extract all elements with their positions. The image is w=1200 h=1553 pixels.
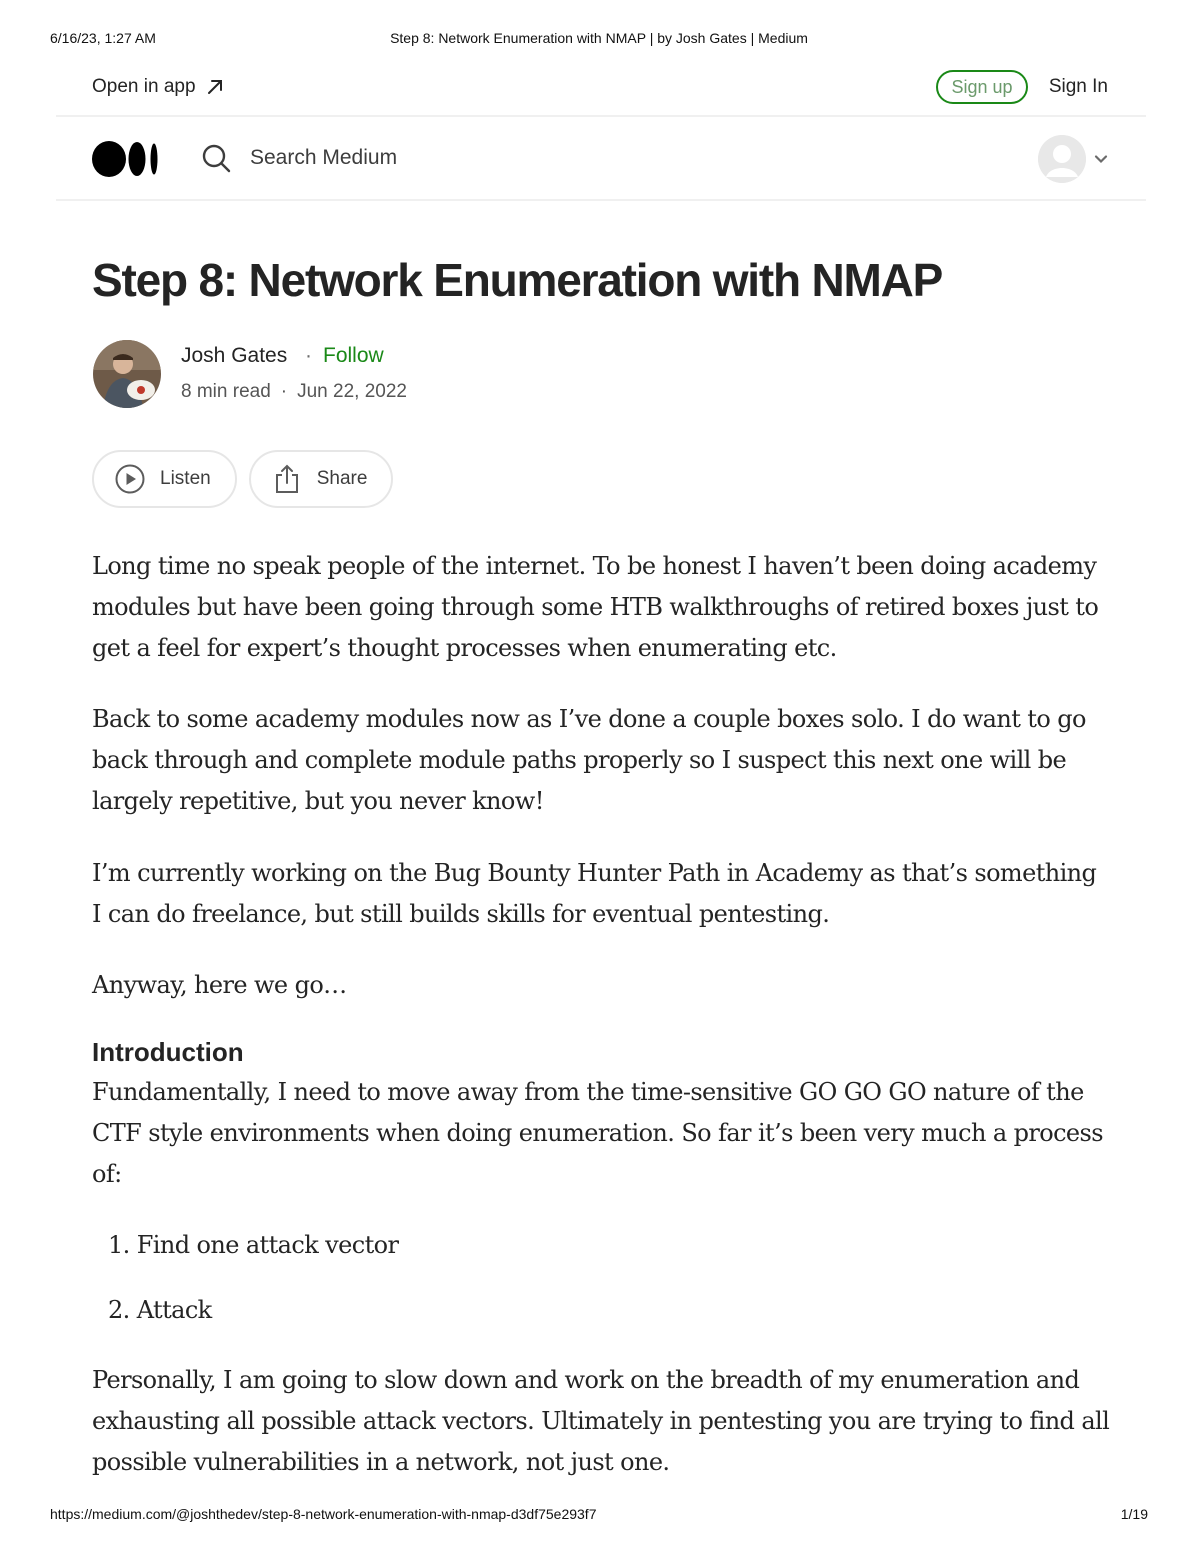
top-bar (92, 68, 1108, 106)
print-datetime: 6/16/23, 1:27 AM (50, 30, 156, 46)
paragraph: Anyway, here we go… (92, 971, 347, 999)
paragraph: Fundamentally, I need to move away from the time-sensitive GO GO GO nature of the CTF style environments when doing enumeration. So far it’s been very much a process of: (92, 1078, 1103, 1188)
list-item: 2. Attack (108, 1296, 212, 1324)
read-time: 8 min read (181, 381, 271, 402)
separator-dot: · (305, 344, 312, 367)
author-block (93, 340, 693, 410)
top-divider (56, 115, 1146, 117)
list-item: 1. Find one attack vector (108, 1231, 399, 1259)
share-label: Share (316, 468, 368, 489)
print-footer (50, 1506, 1148, 1524)
follow-link[interactable]: Follow (323, 344, 384, 367)
publish-date: Jun 22, 2022 (297, 381, 407, 402)
share-button[interactable] (249, 450, 394, 508)
paragraph: Long time no speak people of the internet. To be honest I haven’t been doing academy modules but have been going through some HTB walkthroughs of retired boxes just to get a feel for expert’s thought processes when enumerating etc. (92, 552, 1099, 662)
paragraph: I’m currently working on the Bug Bounty Hunter Path in Academy as that’s something I can do freelance, but still builds skills for eventual pentesting. (92, 859, 1097, 928)
medium-logo-icon[interactable] (92, 140, 160, 178)
sign-in-link[interactable]: Sign In (1048, 76, 1108, 97)
arrow-up-right-icon (206, 78, 224, 96)
listen-label: Listen (160, 468, 211, 489)
nav-divider (56, 199, 1146, 201)
open-in-app-link[interactable] (92, 76, 224, 98)
listen-button[interactable] (92, 450, 237, 508)
paragraph: Personally, I am going to slow down and work on the breadth of my enumeration and exhausting all possible attack vectors. Ultimately in pentesting you are trying to find all possible vulnerabilities in a network, not just one. (92, 1366, 1110, 1476)
sign-up-button[interactable]: Sign up (936, 70, 1028, 104)
article-title: Step 8: Network Enumeration with NMAP (92, 254, 943, 306)
search-input[interactable]: Search Medium (250, 146, 398, 169)
author-avatar[interactable] (93, 340, 161, 408)
section-heading: Introduction (92, 1037, 244, 1067)
share-icon (271, 463, 303, 495)
article-actions (92, 450, 393, 508)
play-circle-icon (114, 463, 146, 495)
paragraph: Back to some academy modules now as I’ve done a couple boxes solo. I do want to go back through and complete module paths properly so I suspect this next one will be largely repetitive, but you never know! (92, 705, 1086, 815)
print-url: https://medium.com/@joshthedev/step-8-network-enumeration-with-nmap-d3df75e293f7 (50, 1506, 597, 1522)
search-icon[interactable] (200, 142, 232, 174)
print-page-number: 1/19 (1120, 1506, 1148, 1522)
author-name-link[interactable]: Josh Gates (181, 344, 288, 367)
separator-dot: · (280, 381, 288, 402)
print-page-title: Step 8: Network Enumeration with NMAP | by Josh Gates | Medium (390, 30, 808, 46)
user-menu-button[interactable] (1038, 134, 1108, 184)
open-in-app-label: Open in app (92, 76, 196, 97)
nav-bar (92, 132, 1108, 186)
print-header (50, 30, 1148, 48)
chevron-down-icon (1094, 152, 1108, 166)
article-meta (181, 381, 407, 403)
user-avatar-icon (1038, 135, 1086, 183)
